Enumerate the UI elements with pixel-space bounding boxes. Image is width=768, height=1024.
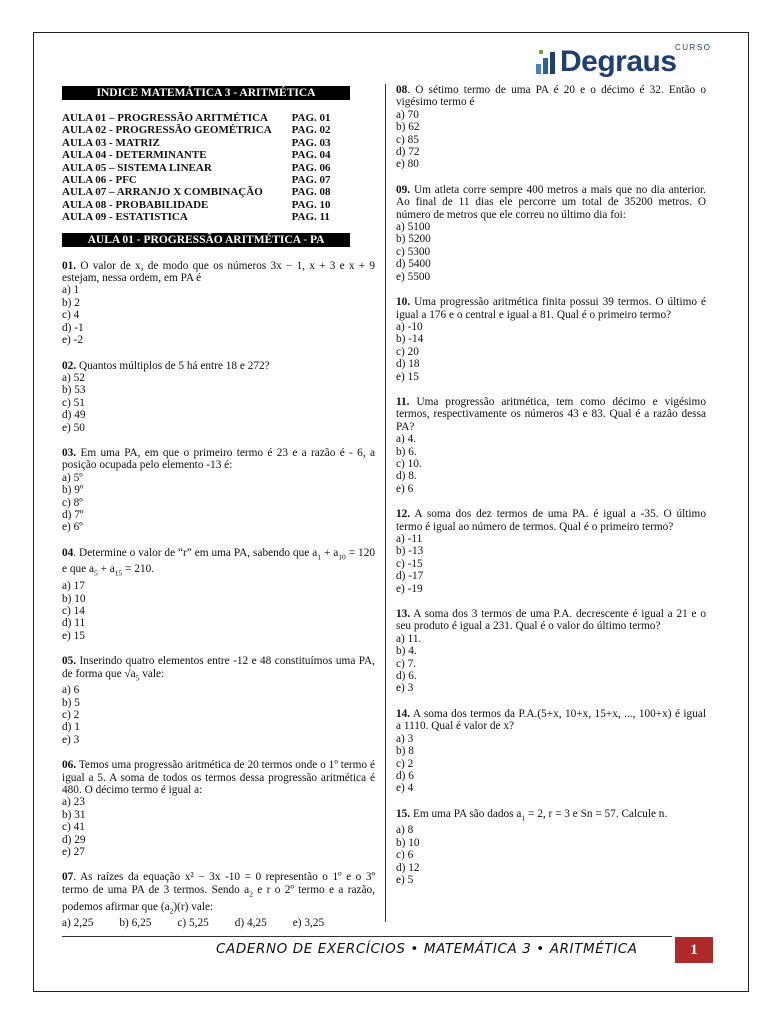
answer-option: b) 8: [396, 745, 414, 758]
answer-option: e) 3: [62, 733, 80, 746]
question: [396, 184, 706, 283]
index-row-page: PAG. 07: [291, 174, 331, 187]
question-text: Em uma PA, em que o primeiro termo é 23 e a razão é - 6, a posição ocupada pelo elemento -13 é:: [62, 446, 375, 472]
answer-option: c) 5300: [396, 245, 431, 258]
answer-option: b) 6,25: [119, 917, 152, 930]
answer-option: d) 49: [62, 409, 86, 422]
answer-option: b) 2: [62, 296, 80, 309]
index-row-label: AULA 01 – PROGRESSÃO ARITMÉTICA: [62, 112, 268, 124]
index-row-page: PAG. 11: [291, 211, 330, 224]
question-stem: [396, 296, 706, 321]
question-text: A soma dos 3 termos de uma P.A. decrescente é igual a 21 e o seu produto é igual a 231. Qual é o valor do último termo?: [396, 608, 706, 633]
question: [396, 608, 706, 695]
question-text: Um atleta corre sempre 400 metros a mais que no dia anterior. Ao final de 11 dias ele percorre um total de 35200 metros. O número de metros que ele correu no último dia foi:: [396, 183, 706, 221]
question-stem: [396, 184, 706, 221]
answer-option: c) 2: [62, 709, 80, 721]
logo-word: Degraus: [560, 45, 677, 78]
question-stem: [396, 508, 706, 533]
answer-option: a) 4.: [396, 433, 417, 446]
answer-option: c) 2: [396, 757, 414, 770]
question-number: 08: [396, 84, 408, 96]
question-text: Uma progressão aritmética, tem como décimo e vigésimo termos, respectivamente os números 43 e 83. Qual é a razão dessa PA?: [396, 395, 706, 433]
answer-option: b) 6.: [396, 445, 417, 458]
question-text: Uma progressão aritmética finita possui 39 termos. O último é igual a 176 e o central e igual a 81. Qual é o primeiro termo?: [396, 296, 706, 321]
question-number: 11.: [396, 395, 410, 408]
left-column: [62, 86, 375, 930]
index-row-page: PAG. 01: [291, 112, 331, 124]
question-text: Temos uma progressão aritmética de 20 termos onde o 1º termo é igual a 5. A soma de todos os termos dessa progressão aritmética é 480. O décimo termo é igual a:: [62, 759, 375, 797]
index-row: [62, 199, 331, 211]
answer-option: e) 5: [396, 874, 414, 886]
question-number: 10.: [396, 296, 411, 309]
answer-option: d) 8.: [396, 470, 417, 483]
question: [396, 508, 706, 595]
question-stem: [62, 260, 375, 285]
answer-option: a) 8: [396, 824, 414, 837]
answer-option: d) 4,25: [234, 917, 267, 930]
answer-option: d) 7º: [62, 508, 84, 521]
index-table: [62, 112, 331, 224]
index-row: [62, 211, 331, 223]
answer-option: d) 6: [396, 769, 414, 782]
answer-option: e) 6: [396, 482, 414, 495]
answer-option: b) 4.: [396, 645, 417, 658]
answer-option: d) -1: [62, 321, 84, 334]
index-row-page: PAG. 10: [291, 198, 331, 211]
answer-option: d) 1: [62, 721, 80, 734]
logo-tag: CURSO: [675, 43, 712, 52]
answer-option: b) 62: [396, 121, 420, 134]
question-number: 03.: [62, 446, 77, 459]
answer-option: d) 11: [62, 617, 86, 630]
answer-option: b) 31: [62, 808, 86, 821]
answer-option: c) 85: [396, 133, 419, 146]
question-stem: [62, 759, 375, 796]
answer-option: e) 15: [62, 629, 85, 642]
index-row-page: PAG. 02: [291, 124, 331, 137]
answer-option: e) 27: [62, 846, 85, 859]
answer-option: b) 9º: [62, 484, 84, 497]
question-stem: [62, 447, 375, 472]
question-number: 13.: [396, 608, 411, 621]
question-number: 14.: [396, 707, 411, 720]
footer-rule: [62, 936, 672, 937]
question: [396, 808, 706, 887]
answer-option: c) 7.: [396, 657, 417, 670]
answer-option: d) 29: [62, 833, 86, 846]
answer-option: b) 10: [396, 836, 420, 849]
answer-option: a) 52: [62, 371, 85, 384]
answer-option: a) 1: [62, 284, 80, 297]
right-questions: [396, 84, 706, 886]
question-stem: [62, 547, 375, 580]
degraus-logo: [536, 42, 716, 82]
question: [396, 296, 706, 383]
question-text: Em uma PA são dados $a_1 = 2$, r = 3 e Sn = 57. Calcule n.: [410, 807, 668, 822]
question-number: 05.: [62, 655, 77, 668]
answer-option: a) 17: [62, 580, 85, 593]
index-row: [62, 149, 331, 161]
question-stem: [62, 871, 375, 917]
answer-option: a) -11: [396, 533, 423, 545]
bar-chart-icon: [536, 50, 560, 76]
answer-option: a) 11.: [396, 632, 422, 645]
right-column: [396, 84, 706, 886]
question: [62, 759, 375, 858]
index-row: [62, 137, 331, 149]
answer-option: b) 53: [62, 384, 86, 397]
answer-option: c) 6: [396, 849, 414, 862]
index-row-page: PAG. 08: [291, 186, 331, 199]
answer-option: b) 5: [62, 696, 80, 709]
question-text: A soma dos dez termos de uma PA. é igual a -35. O último termo é igual ao número de termos. Qual é o primeiro termo?: [396, 508, 706, 533]
answer-option: c) 20: [396, 345, 419, 358]
answer-option: c) 41: [62, 821, 85, 834]
question-text: . Determine o valor de “r” em uma PA, sabendo que $a_1 + a_{10} = 120$ e que $a_5 + a_{15} = 210$.: [62, 546, 375, 578]
answer-option: a) 3: [396, 732, 414, 745]
answer-option: d) 5400: [396, 258, 431, 271]
answer-option: a) -10: [396, 320, 423, 333]
index-row-label: AULA 03 - MATRIZ: [62, 136, 160, 149]
index-row: [62, 174, 331, 186]
question: [62, 260, 375, 347]
answer-option: c) 10.: [396, 457, 422, 470]
footer-text: CADERNO DE EXERCÍCIOS • MATEMÁTICA 3 • ARITMÉTICA: [216, 941, 638, 957]
question-number: 02.: [62, 359, 77, 372]
question: [62, 447, 375, 534]
answer-option: c) -15: [396, 557, 423, 570]
index-row: [62, 124, 331, 136]
index-row-page: PAG. 04: [291, 149, 331, 162]
question: [396, 396, 706, 495]
answer-option: b) -13: [396, 545, 424, 558]
question: [62, 655, 375, 746]
index-title: INDICE MATEMÁTICA 3 - ARITMÉTICA: [62, 86, 350, 100]
index-row-label: AULA 06 - PFC: [62, 174, 137, 187]
question-text: Inserindo quatro elementos entre -12 e 48 constituímos uma PA, de forma que $√a_5$ vale:: [62, 655, 375, 682]
page-number: 1: [675, 937, 713, 963]
answer-option: b) 10: [62, 592, 86, 605]
index-row-page: PAG. 03: [291, 136, 331, 149]
question-text: . O sétimo termo de uma PA é 20 e o décimo é 32. Então o vigésimo termo é: [396, 84, 706, 109]
answer-option: c) 8º: [62, 496, 83, 509]
answer-option: d) 72: [396, 146, 420, 159]
answer-option: a) 5º: [62, 471, 83, 484]
answer-options-row: [62, 917, 375, 929]
answer-option: c) 51: [62, 396, 85, 409]
answer-option: c) 4: [62, 309, 80, 322]
question-text: Quantos múltiplos de 5 há entre 18 e 272?: [76, 359, 270, 372]
index-row: [62, 186, 331, 198]
answer-option: b) -14: [396, 333, 424, 346]
question-stem: [396, 708, 706, 733]
index-row: [62, 112, 331, 124]
answer-option: e) 3,25: [292, 917, 325, 930]
index-row-label: AULA 09 - ESTATISTICA: [62, 211, 188, 224]
question: [396, 708, 706, 795]
answer-option: a) 5100: [396, 221, 431, 234]
left-questions: [62, 260, 375, 930]
answer-option: d) -17: [396, 570, 424, 583]
answer-option: e) 50: [62, 421, 85, 434]
answer-option: d) 6.: [396, 670, 417, 683]
answer-option: e) 3: [396, 682, 414, 695]
index-row: [62, 162, 331, 174]
question-number: 12.: [396, 508, 411, 521]
section-title: AULA 01 - PROGRESSÃO ARITMÉTICA - PA: [62, 233, 350, 247]
question-number: 15.: [396, 807, 411, 820]
question-text: A soma dos termos da P.A.(5+x, 10+x, 15+x, ..., 100+x) é igual a 1110. Qual é valor de x?: [396, 707, 706, 733]
answer-option: d) 18: [396, 358, 420, 371]
answer-option: a) 2,25: [62, 917, 94, 930]
index-row-label: AULA 08 - PROBABILIDADE: [62, 198, 209, 211]
question-text: . As raízes da equação x² − 3x -10 = 0 representão o 1º e o 3º termo de uma PA de 3 termos. Sendo $a_2$ e r o 2º termo e a razão, podemos afirmar que $(a_2)(r)$ vale:: [62, 871, 375, 915]
question-number: 06.: [62, 759, 77, 772]
answer-option: e) -2: [62, 334, 84, 347]
index-row-page: PAG. 06: [291, 161, 331, 174]
answer-option: a) 23: [62, 796, 85, 809]
question-number: 07: [62, 871, 74, 884]
answer-option: a) 70: [396, 108, 419, 121]
question-text: O valor de x, de modo que os números 3x − 1, x + 3 e x + 9 estejam, nessa ordem, em PA é: [62, 259, 375, 285]
question-stem: [396, 396, 706, 433]
answer-option: e) 15: [396, 370, 419, 383]
answer-option: d) 12: [396, 861, 420, 874]
answer-option: e) -19: [396, 582, 423, 595]
question-number: 04: [62, 546, 74, 559]
question-stem: [396, 808, 706, 825]
question-stem: [396, 84, 706, 109]
answer-option: e) 6º: [62, 521, 83, 534]
question-stem: [62, 360, 375, 372]
column-divider: [385, 84, 386, 922]
answer-option: e) 4: [396, 782, 414, 795]
answer-option: e) 5500: [396, 270, 431, 283]
answer-option: b) 5200: [396, 233, 431, 246]
index-row-label: AULA 04 - DETERMINANTE: [62, 149, 207, 162]
answer-option: a) 6: [62, 684, 80, 697]
question: [396, 84, 706, 171]
index-row-label: AULA 05 – SISTEMA LINEAR: [62, 161, 212, 174]
question-stem: [62, 655, 375, 684]
question-stem: [396, 608, 706, 633]
question-number: 09.: [396, 183, 411, 196]
question: [62, 360, 375, 434]
index-row-label: AULA 02 - PROGRESSÃO GEOMÉTRICA: [62, 124, 272, 137]
answer-option: e) 80: [396, 158, 419, 171]
answer-option: c) 5,25: [177, 917, 209, 930]
index-row-label: AULA 07 – ARRANJO X COMBINAÇÃO: [62, 186, 263, 199]
answer-option: c) 14: [62, 604, 85, 617]
question-number: 01.: [62, 259, 77, 272]
question: [62, 871, 375, 929]
question: [62, 547, 375, 642]
